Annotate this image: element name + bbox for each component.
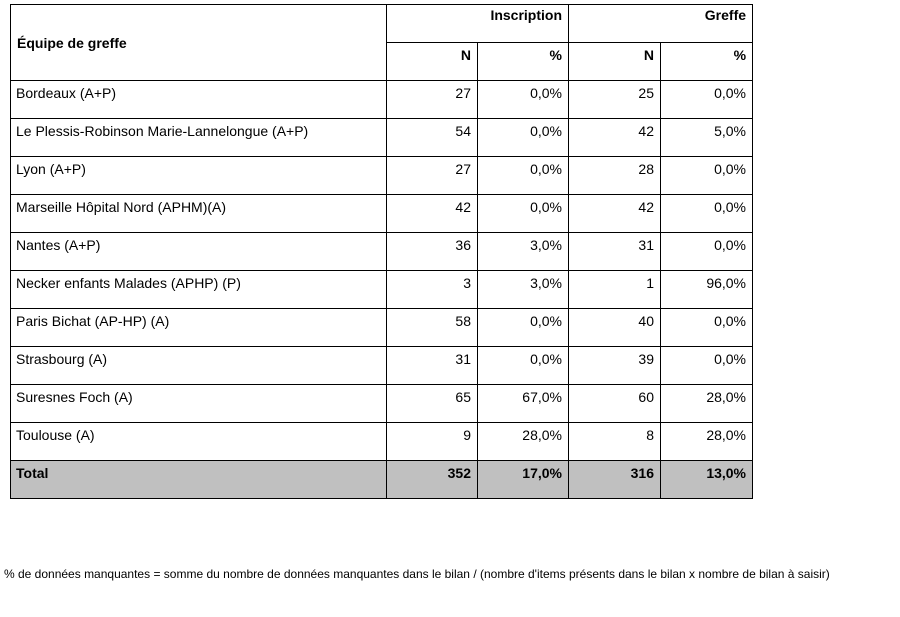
header-row-groups — [11, 5, 753, 43]
greffe-pct: 0,0% — [661, 81, 753, 119]
inscription-pct: 0,0% — [478, 195, 569, 233]
greffe-pct: 0,0% — [661, 309, 753, 347]
header-team: Équipe de greffe — [11, 5, 387, 81]
inscription-n: 42 — [387, 195, 478, 233]
greffe-pct: 96,0% — [661, 271, 753, 309]
greffe-n: 42 — [569, 195, 661, 233]
greffe-n: 28 — [569, 157, 661, 195]
inscription-pct: 0,0% — [478, 119, 569, 157]
team-name: Marseille Hôpital Nord (APHM)(A) — [11, 195, 387, 233]
inscription-n: 31 — [387, 347, 478, 385]
inscription-pct: 67,0% — [478, 385, 569, 423]
table-row — [11, 347, 753, 385]
table-row — [11, 385, 753, 423]
inscription-pct: 3,0% — [478, 233, 569, 271]
team-name: Le Plessis-Robinson Marie-Lannelongue (A+P) — [11, 119, 387, 157]
inscription-n: 9 — [387, 423, 478, 461]
total-greffe-n: 316 — [569, 461, 661, 499]
table-row — [11, 81, 753, 119]
header-inscription-n: N — [387, 43, 478, 81]
table-row — [11, 423, 753, 461]
table-row — [11, 119, 753, 157]
greffe-pct: 0,0% — [661, 195, 753, 233]
team-name: Strasbourg (A) — [11, 347, 387, 385]
greffe-n: 25 — [569, 81, 661, 119]
table-row — [11, 309, 753, 347]
table-row — [11, 157, 753, 195]
team-name: Toulouse (A) — [11, 423, 387, 461]
inscription-n: 27 — [387, 81, 478, 119]
total-inscription-n: 352 — [387, 461, 478, 499]
inscription-n: 3 — [387, 271, 478, 309]
missing-data-table — [10, 4, 753, 499]
inscription-pct: 3,0% — [478, 271, 569, 309]
inscription-n: 36 — [387, 233, 478, 271]
greffe-pct: 5,0% — [661, 119, 753, 157]
greffe-pct: 0,0% — [661, 233, 753, 271]
team-name: Lyon (A+P) — [11, 157, 387, 195]
greffe-pct: 0,0% — [661, 157, 753, 195]
greffe-n: 39 — [569, 347, 661, 385]
table-row — [11, 271, 753, 309]
header-greffe-pct: % — [661, 43, 753, 81]
inscription-n: 27 — [387, 157, 478, 195]
greffe-pct: 28,0% — [661, 385, 753, 423]
inscription-pct: 0,0% — [478, 81, 569, 119]
greffe-n: 8 — [569, 423, 661, 461]
team-name: Suresnes Foch (A) — [11, 385, 387, 423]
header-inscription: Inscription — [387, 5, 569, 43]
greffe-n: 60 — [569, 385, 661, 423]
greffe-pct: 28,0% — [661, 423, 753, 461]
total-row — [11, 461, 753, 499]
table-body — [11, 81, 753, 499]
team-name: Necker enfants Malades (APHP) (P) — [11, 271, 387, 309]
header-greffe: Greffe — [569, 5, 753, 43]
inscription-n: 54 — [387, 119, 478, 157]
header-inscription-pct: % — [478, 43, 569, 81]
team-name: Paris Bichat (AP-HP) (A) — [11, 309, 387, 347]
table-row — [11, 233, 753, 271]
greffe-n: 40 — [569, 309, 661, 347]
header-greffe-n: N — [569, 43, 661, 81]
inscription-n: 58 — [387, 309, 478, 347]
table-row — [11, 195, 753, 233]
total-greffe-pct: 13,0% — [661, 461, 753, 499]
total-inscription-pct: 17,0% — [478, 461, 569, 499]
inscription-pct: 0,0% — [478, 157, 569, 195]
inscription-pct: 0,0% — [478, 309, 569, 347]
team-name: Nantes (A+P) — [11, 233, 387, 271]
greffe-n: 42 — [569, 119, 661, 157]
greffe-pct: 0,0% — [661, 347, 753, 385]
inscription-n: 65 — [387, 385, 478, 423]
inscription-pct: 0,0% — [478, 347, 569, 385]
greffe-n: 1 — [569, 271, 661, 309]
greffe-n: 31 — [569, 233, 661, 271]
footnote: % de données manquantes = somme du nombre de données manquantes dans le bilan / (nombre d'items présents dans le bilan x nombre de bilan à saisir) — [4, 567, 830, 581]
total-label: Total — [11, 461, 387, 499]
inscription-pct: 28,0% — [478, 423, 569, 461]
team-name: Bordeaux (A+P) — [11, 81, 387, 119]
